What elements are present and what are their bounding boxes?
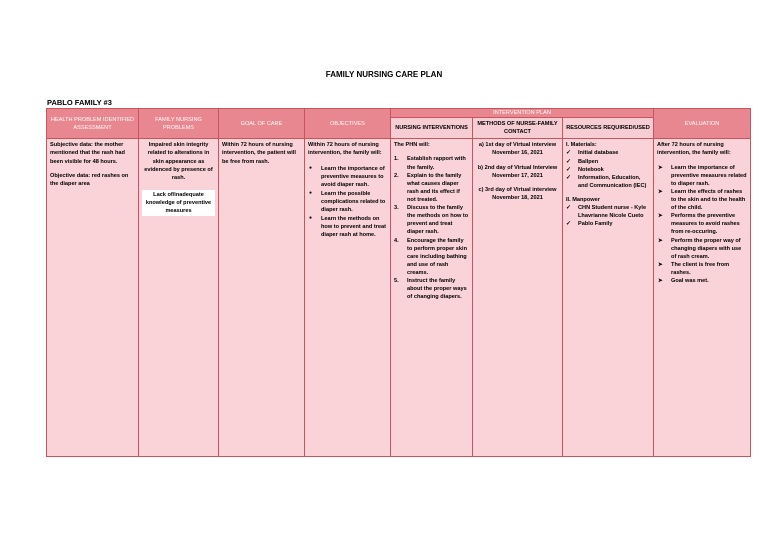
contact-item: b) 2nd day of Virtual Interview November 17, 2021: [477, 164, 558, 179]
list-item: 4. Encourage the family to perform proper skin care including bathing and use of rash creams.: [394, 237, 467, 276]
header-nursing-interventions: NURSING INTERVENTIONS: [391, 118, 473, 139]
evaluation-intro: After 72 hours of nursing intervention, the family will:: [657, 142, 731, 157]
list-item: ➤ Performs the preventive measures to avoid rashes from re-occuring.: [658, 213, 740, 236]
objectives-intro: Within 72 hours of nursing intervention, the family will:: [308, 142, 382, 157]
header-resources: RESOURCES REQUIRED/USED: [563, 118, 654, 139]
assessment-cell: [47, 139, 139, 457]
list-item: ➤ The client is free from rashes.: [658, 261, 730, 276]
list-item: 1. Establish rapport with the family.: [394, 156, 466, 171]
header-methods-of-contact: METHODS OF NURSE-FAMILY CONTACT: [473, 118, 563, 139]
materials-heading: I. Materials:: [566, 142, 597, 149]
table-row: [47, 139, 751, 457]
list-item: ● Learn the methods on how to prevent and treat diaper rash at home.: [308, 215, 387, 239]
check-icon: ✓: [566, 150, 572, 157]
check-icon: ✓: [566, 221, 572, 228]
list-item: ✓ Information, Education, and Communication (IEC): [566, 174, 647, 189]
list-item: 3. Discuss to the family the methods on how to prevent and treat diaper rash.: [394, 205, 469, 236]
family-label: PABLO FAMILY #3: [47, 98, 112, 107]
subjective-data: Subjective data: the mother mentioned that the rash had been visible for 48 hours.: [50, 142, 125, 165]
header-row-top: [47, 109, 751, 118]
list-item: ● Learn the possible complications related to diaper rash.: [308, 190, 387, 214]
contact-item: c) 3rd day of Virtual interview November 18, 2021: [478, 186, 557, 201]
materials-list: [566, 149, 650, 190]
list-item: ✓ Ballpen: [566, 158, 599, 165]
manpower-heading: II. Manpower: [566, 196, 600, 203]
header-health-problem: HEALTH PROBLEM IDENTIFIED ASSESSMENT: [47, 109, 139, 139]
list-item: ➤ Perform the proper way of changing diapers with use of rash cream.: [658, 237, 742, 260]
list-item: ✓ Pablo Family: [566, 221, 613, 228]
evaluation-list: [657, 164, 747, 286]
objective-data: Objective data: red rashes on the diaper area: [50, 172, 129, 187]
problems-cell: [139, 139, 219, 457]
check-icon: ✓: [566, 174, 572, 181]
interventions-list: [394, 155, 469, 301]
arrow-icon: ➤: [658, 164, 663, 171]
header-goal-of-care: GOAL OF CARE: [219, 109, 305, 139]
list-item: ➤ Learn the importance of preventive measures related to diaper rash.: [658, 164, 747, 187]
list-item: ✓ Notebook: [566, 166, 604, 173]
interventions-cell: [391, 139, 473, 457]
list-item: ✓ CHN Student nurse - Kyle Lhavrianne Nicole Cueto: [566, 205, 647, 220]
arrow-icon: ➤: [658, 237, 663, 244]
header-intervention-plan: INTERVENTION PLAN: [391, 109, 654, 118]
contact-item: a) 1st day of Virtual interview November 16, 2021: [478, 142, 557, 157]
list-item: 2. Explain to the family what causes diaper rash and its effect if not treated.: [394, 172, 462, 203]
objectives-list: [308, 165, 387, 240]
contact-cell: [473, 139, 563, 457]
header-family-nursing-problems: FAMILY NURSING PROBLEMS: [139, 109, 219, 139]
check-icon: ✓: [566, 166, 572, 173]
manpower-list: [566, 204, 650, 228]
list-item: ➤ Goal was met.: [658, 278, 709, 285]
problem-lack: Lack of/inadequate knowledge of preventive measures: [142, 190, 215, 216]
objectives-cell: [305, 139, 391, 457]
arrow-icon: ➤: [658, 188, 663, 195]
goal-cell: Within 72 hours of nursing intervention, the patient will be free from rash.: [219, 139, 305, 457]
arrow-icon: ➤: [658, 278, 663, 285]
care-plan-table: [46, 108, 751, 457]
document-title: FAMILY NURSING CARE PLAN: [325, 70, 443, 79]
header-evaluation: EVALUATION: [654, 109, 751, 139]
list-item: ➤ Learn the effects of rashes to the skin and to the health of the child.: [658, 188, 746, 212]
interventions-intro: The PHN will:: [394, 142, 430, 149]
header-objectives: OBJECTIVES: [305, 109, 391, 139]
arrow-icon: ➤: [658, 261, 663, 268]
problem-main: Impaired skin integrity related to alterations in skin appearance as evidenced by presence of rash.: [144, 142, 213, 181]
list-item: ✓ Initial database: [566, 150, 619, 157]
list-item: 5. Instruct the family about the proper ways of changing diapers.: [394, 278, 467, 301]
check-icon: ✓: [566, 205, 572, 212]
evaluation-cell: [654, 139, 751, 457]
resources-cell: [563, 139, 654, 457]
list-item: ● Learn the importance of preventive measures to avoid diaper rash.: [308, 165, 387, 189]
arrow-icon: ➤: [658, 213, 663, 220]
check-icon: ✓: [566, 158, 572, 165]
